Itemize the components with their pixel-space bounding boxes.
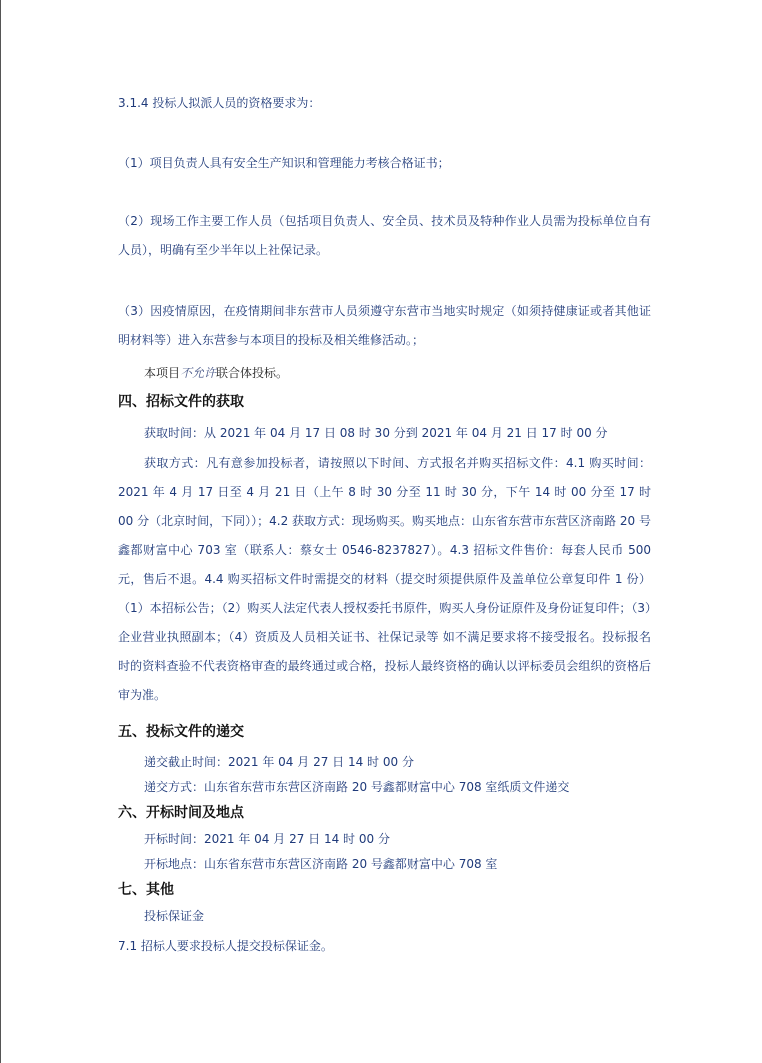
consortium-line [144,365,288,381]
consortium-suffix: 联合体投标。 [216,366,289,380]
requirement-3: （3）因疫情原因，在疫情期间非东营市人员须遵守东营市当地实时规定（如须持健康证或者其他证明材料等）进入东营参与本项目的投标及相关维修活动。； [118,304,651,347]
requirement-1: （1）项目负责人具有安全生产知识和管理能力考核合格证书； [118,156,450,170]
opening-time: 开标时间：2021 年 04 月 27 日 14 时 00 分 [144,832,390,846]
section-5-title: 五、投标文件的递交 [118,724,244,740]
consortium-value: 不允许 [180,366,217,380]
acquire-method: 获取方式：凡有意参加投标者，请按照以下时间、方式报名并购买招标文件：4.1 购买时间：2021 年 4 月 17 日至 4 月 21 日（上午 8 时 30 分至 11 时 30 分，下午 14 时 00 分至 17 时 00 分（北京时间，下同））；4.2 获取方式：现场购买。购买地点：山东省东营市东营区济南路 20 号鑫都财富中心 703 室（联系人：蔡女士 0546-8237827）。4.3 招标文件售价：每套人民币 500 元，售后不退。4.4 购买招标文件时需提交的材料（提交时须提供原件及盖单位公章复印件 1 份）（1）本招标公告；（2）购买人法定代表人授权委托书原件，购买人身份证原件及身份证复印件；（3）企业营业执照副本；（4）资质及人员相关证书、社保记录等 如不满足要求将不接受报名。投标报名时的资料查验不代表资格审查的最终通过或合格，投标人最终资格的确认以评标委员会组织的资格后审为准。 [118,456,651,702]
section-4-title: 四、招标文件的获取 [118,394,244,410]
clause-7-1: 7.1 招标人要求投标人提交投标保证金。 [118,939,333,953]
submit-deadline: 递交截止时间：2021 年 04 月 27 日 14 时 00 分 [144,755,414,769]
submit-method: 递交方式：山东省东营市东营区济南路 20 号鑫都财富中心 708 室纸质文件递交 [144,780,570,794]
opening-place: 开标地点：山东省东营市东营区济南路 20 号鑫都财富中心 708 室 [144,857,498,871]
section-6-title: 六、开标时间及地点 [118,805,244,821]
requirement-2: （2）现场工作主要工作人员（包括项目负责人、安全员、技术员及特种作业人员需为投标单位自有人员），明确有至少半年以上社保记录。 [118,214,651,257]
clause-3-1-4: 3.1.4 投标人拟派人员的资格要求为： [118,96,321,110]
section-7-title: 七、其他 [118,882,174,898]
acquire-time: 获取时间：从 2021 年 04 月 17 日 08 时 30 分到 2021 年 04 月 21 日 17 时 00 分 [144,426,608,440]
consortium-prefix: 本项目 [144,366,181,380]
bid-bond-label: 投标保证金 [144,909,205,923]
